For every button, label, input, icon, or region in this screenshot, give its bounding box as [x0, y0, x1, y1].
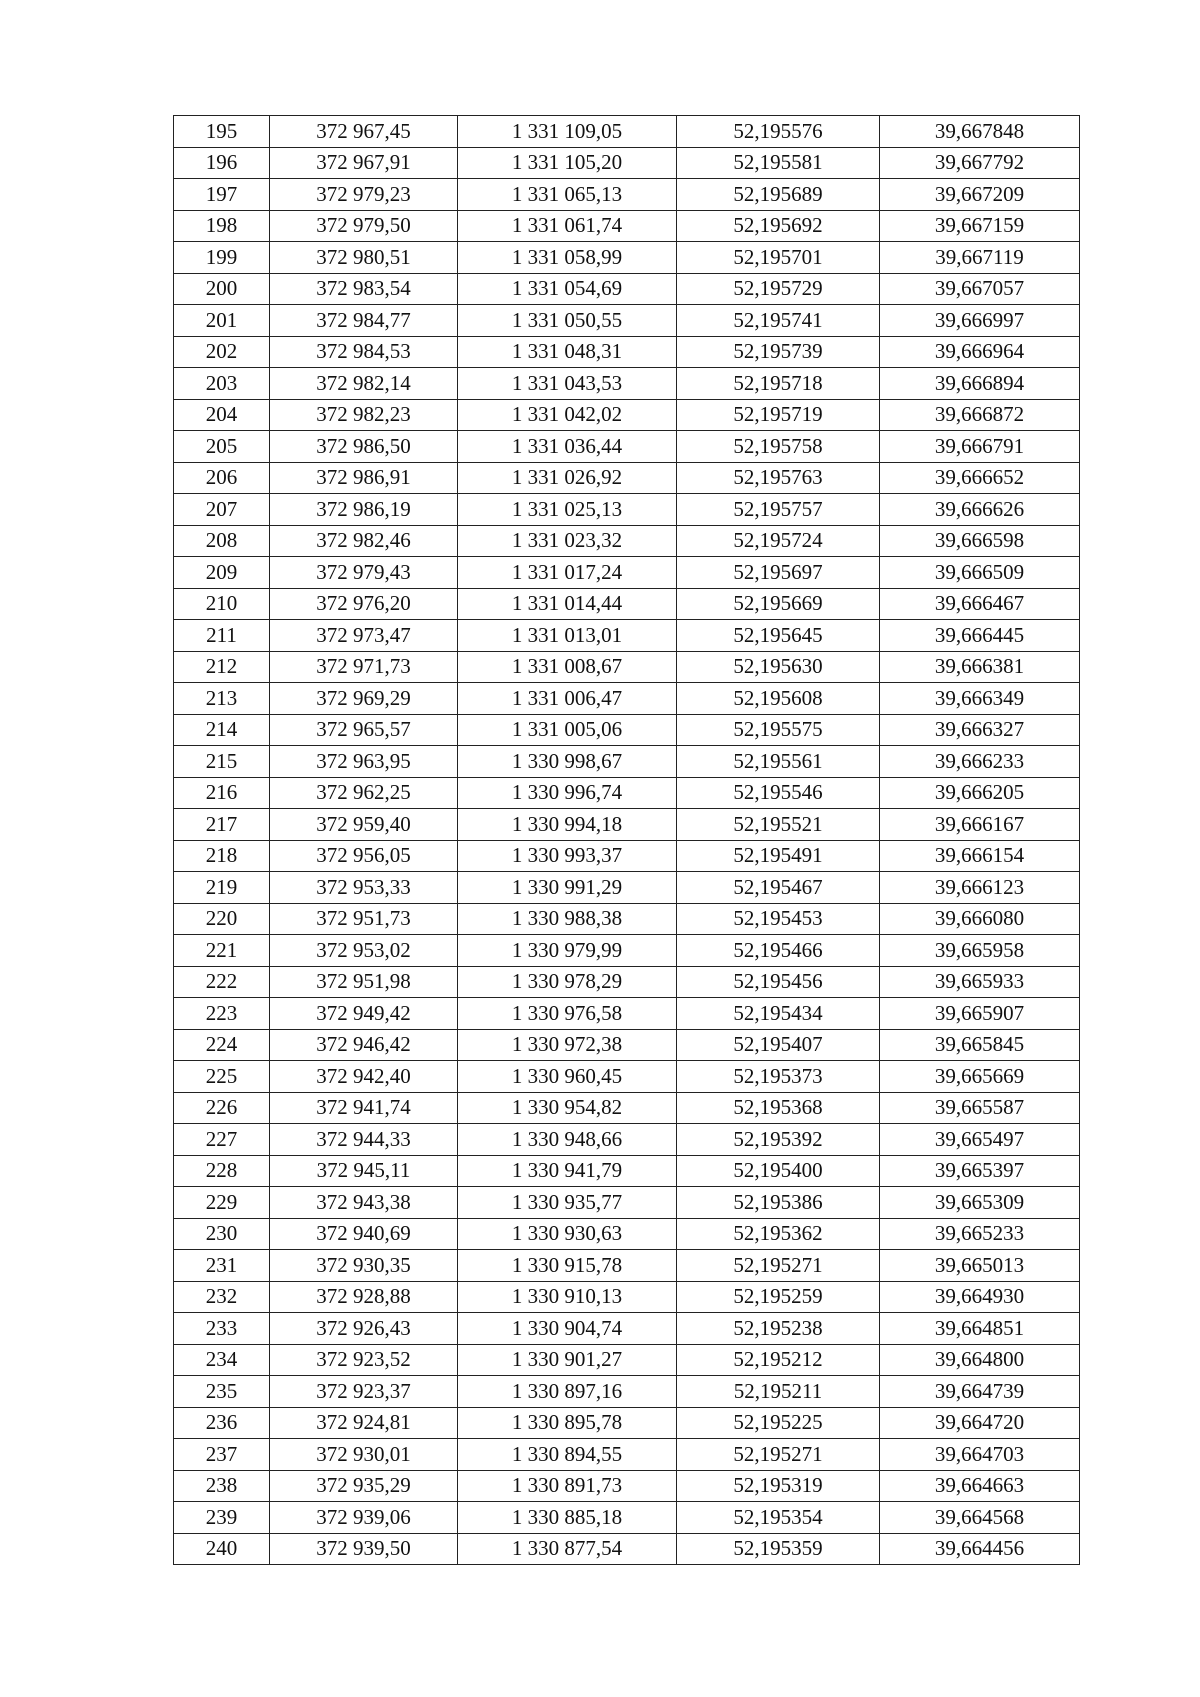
y-coordinate-cell: 1 330 976,58 — [458, 998, 677, 1030]
x-coordinate-cell: 372 944,33 — [270, 1124, 458, 1156]
point-number-cell: 239 — [174, 1502, 270, 1534]
longitude-cell: 39,666467 — [880, 588, 1080, 620]
x-coordinate-cell: 372 928,88 — [270, 1281, 458, 1313]
table-row — [174, 1092, 1080, 1124]
coordinates-table — [173, 115, 1080, 1565]
x-coordinate-cell: 372 959,40 — [270, 809, 458, 841]
y-coordinate-cell: 1 331 043,53 — [458, 368, 677, 400]
latitude-cell: 52,195271 — [677, 1250, 880, 1282]
longitude-cell: 39,665845 — [880, 1029, 1080, 1061]
latitude-cell: 52,195719 — [677, 399, 880, 431]
table-row — [174, 998, 1080, 1030]
y-coordinate-cell: 1 330 885,18 — [458, 1502, 677, 1534]
longitude-cell: 39,666123 — [880, 872, 1080, 904]
latitude-cell: 52,195701 — [677, 242, 880, 274]
y-coordinate-cell: 1 331 026,92 — [458, 462, 677, 494]
x-coordinate-cell: 372 939,50 — [270, 1533, 458, 1565]
x-coordinate-cell: 372 986,50 — [270, 431, 458, 463]
y-coordinate-cell: 1 330 895,78 — [458, 1407, 677, 1439]
table-row — [174, 588, 1080, 620]
y-coordinate-cell: 1 330 894,55 — [458, 1439, 677, 1471]
latitude-cell: 52,195368 — [677, 1092, 880, 1124]
longitude-cell: 39,666381 — [880, 651, 1080, 683]
table-row — [174, 1376, 1080, 1408]
y-coordinate-cell: 1 330 904,74 — [458, 1313, 677, 1345]
table-row — [174, 1029, 1080, 1061]
latitude-cell: 52,195212 — [677, 1344, 880, 1376]
table-row — [174, 1187, 1080, 1219]
x-coordinate-cell: 372 982,14 — [270, 368, 458, 400]
y-coordinate-cell: 1 330 948,66 — [458, 1124, 677, 1156]
longitude-cell: 39,664703 — [880, 1439, 1080, 1471]
point-number-cell: 227 — [174, 1124, 270, 1156]
point-number-cell: 195 — [174, 116, 270, 148]
point-number-cell: 234 — [174, 1344, 270, 1376]
x-coordinate-cell: 372 984,77 — [270, 305, 458, 337]
latitude-cell: 52,195758 — [677, 431, 880, 463]
longitude-cell: 39,664663 — [880, 1470, 1080, 1502]
x-coordinate-cell: 372 969,29 — [270, 683, 458, 715]
y-coordinate-cell: 1 331 050,55 — [458, 305, 677, 337]
point-number-cell: 224 — [174, 1029, 270, 1061]
x-coordinate-cell: 372 923,52 — [270, 1344, 458, 1376]
table-row — [174, 714, 1080, 746]
point-number-cell: 237 — [174, 1439, 270, 1471]
x-coordinate-cell: 372 930,35 — [270, 1250, 458, 1282]
x-coordinate-cell: 372 979,43 — [270, 557, 458, 589]
longitude-cell: 39,666445 — [880, 620, 1080, 652]
y-coordinate-cell: 1 331 058,99 — [458, 242, 677, 274]
longitude-cell: 39,664800 — [880, 1344, 1080, 1376]
point-number-cell: 197 — [174, 179, 270, 211]
latitude-cell: 52,195392 — [677, 1124, 880, 1156]
x-coordinate-cell: 372 967,45 — [270, 116, 458, 148]
point-number-cell: 218 — [174, 840, 270, 872]
table-row — [174, 1439, 1080, 1471]
y-coordinate-cell: 1 330 978,29 — [458, 966, 677, 998]
y-coordinate-cell: 1 330 891,73 — [458, 1470, 677, 1502]
latitude-cell: 52,195354 — [677, 1502, 880, 1534]
latitude-cell: 52,195741 — [677, 305, 880, 337]
point-number-cell: 199 — [174, 242, 270, 274]
point-number-cell: 233 — [174, 1313, 270, 1345]
y-coordinate-cell: 1 331 054,69 — [458, 273, 677, 305]
x-coordinate-cell: 372 941,74 — [270, 1092, 458, 1124]
longitude-cell: 39,665958 — [880, 935, 1080, 967]
y-coordinate-cell: 1 330 991,29 — [458, 872, 677, 904]
point-number-cell: 238 — [174, 1470, 270, 1502]
longitude-cell: 39,667209 — [880, 179, 1080, 211]
x-coordinate-cell: 372 940,69 — [270, 1218, 458, 1250]
latitude-cell: 52,195225 — [677, 1407, 880, 1439]
latitude-cell: 52,195373 — [677, 1061, 880, 1093]
latitude-cell: 52,195669 — [677, 588, 880, 620]
x-coordinate-cell: 372 984,53 — [270, 336, 458, 368]
longitude-cell: 39,665309 — [880, 1187, 1080, 1219]
x-coordinate-cell: 372 973,47 — [270, 620, 458, 652]
longitude-cell: 39,666626 — [880, 494, 1080, 526]
y-coordinate-cell: 1 330 972,38 — [458, 1029, 677, 1061]
longitude-cell: 39,667159 — [880, 210, 1080, 242]
table-row — [174, 116, 1080, 148]
latitude-cell: 52,195729 — [677, 273, 880, 305]
point-number-cell: 225 — [174, 1061, 270, 1093]
x-coordinate-cell: 372 963,95 — [270, 746, 458, 778]
table-row — [174, 1407, 1080, 1439]
table-row — [174, 1313, 1080, 1345]
table-row — [174, 557, 1080, 589]
x-coordinate-cell: 372 942,40 — [270, 1061, 458, 1093]
x-coordinate-cell: 372 943,38 — [270, 1187, 458, 1219]
longitude-cell: 39,664568 — [880, 1502, 1080, 1534]
point-number-cell: 221 — [174, 935, 270, 967]
table-row — [174, 242, 1080, 274]
longitude-cell: 39,666205 — [880, 777, 1080, 809]
latitude-cell: 52,195238 — [677, 1313, 880, 1345]
y-coordinate-cell: 1 331 036,44 — [458, 431, 677, 463]
table-row — [174, 935, 1080, 967]
latitude-cell: 52,195630 — [677, 651, 880, 683]
table-row — [174, 399, 1080, 431]
point-number-cell: 230 — [174, 1218, 270, 1250]
latitude-cell: 52,195434 — [677, 998, 880, 1030]
x-coordinate-cell: 372 930,01 — [270, 1439, 458, 1471]
latitude-cell: 52,195211 — [677, 1376, 880, 1408]
point-number-cell: 196 — [174, 147, 270, 179]
longitude-cell: 39,664739 — [880, 1376, 1080, 1408]
point-number-cell: 198 — [174, 210, 270, 242]
y-coordinate-cell: 1 331 014,44 — [458, 588, 677, 620]
latitude-cell: 52,195763 — [677, 462, 880, 494]
longitude-cell: 39,666652 — [880, 462, 1080, 494]
table-row — [174, 1344, 1080, 1376]
y-coordinate-cell: 1 331 025,13 — [458, 494, 677, 526]
table-row — [174, 746, 1080, 778]
y-coordinate-cell: 1 330 998,67 — [458, 746, 677, 778]
point-number-cell: 203 — [174, 368, 270, 400]
point-number-cell: 206 — [174, 462, 270, 494]
x-coordinate-cell: 372 980,51 — [270, 242, 458, 274]
x-coordinate-cell: 372 979,23 — [270, 179, 458, 211]
x-coordinate-cell: 372 983,54 — [270, 273, 458, 305]
x-coordinate-cell: 372 953,33 — [270, 872, 458, 904]
x-coordinate-cell: 372 949,42 — [270, 998, 458, 1030]
latitude-cell: 52,195521 — [677, 809, 880, 841]
table-row — [174, 179, 1080, 211]
latitude-cell: 52,195386 — [677, 1187, 880, 1219]
table-row — [174, 903, 1080, 935]
table-row — [174, 1470, 1080, 1502]
table-row — [174, 1281, 1080, 1313]
table-row — [174, 966, 1080, 998]
latitude-cell: 52,195259 — [677, 1281, 880, 1313]
latitude-cell: 52,195362 — [677, 1218, 880, 1250]
latitude-cell: 52,195467 — [677, 872, 880, 904]
point-number-cell: 212 — [174, 651, 270, 683]
point-number-cell: 211 — [174, 620, 270, 652]
point-number-cell: 215 — [174, 746, 270, 778]
longitude-cell: 39,665013 — [880, 1250, 1080, 1282]
table-row — [174, 147, 1080, 179]
table-row — [174, 620, 1080, 652]
y-coordinate-cell: 1 331 065,13 — [458, 179, 677, 211]
table-row — [174, 840, 1080, 872]
point-number-cell: 220 — [174, 903, 270, 935]
longitude-cell: 39,666154 — [880, 840, 1080, 872]
y-coordinate-cell: 1 330 877,54 — [458, 1533, 677, 1565]
x-coordinate-cell: 372 982,23 — [270, 399, 458, 431]
latitude-cell: 52,195466 — [677, 935, 880, 967]
table-row — [174, 368, 1080, 400]
table-row — [174, 1124, 1080, 1156]
x-coordinate-cell: 372 924,81 — [270, 1407, 458, 1439]
latitude-cell: 52,195739 — [677, 336, 880, 368]
latitude-cell: 52,195453 — [677, 903, 880, 935]
longitude-cell: 39,665669 — [880, 1061, 1080, 1093]
point-number-cell: 240 — [174, 1533, 270, 1565]
table-row — [174, 1250, 1080, 1282]
y-coordinate-cell: 1 330 960,45 — [458, 1061, 677, 1093]
table-row — [174, 1533, 1080, 1565]
longitude-cell: 39,666327 — [880, 714, 1080, 746]
table-row — [174, 525, 1080, 557]
point-number-cell: 222 — [174, 966, 270, 998]
table-row — [174, 305, 1080, 337]
longitude-cell: 39,666964 — [880, 336, 1080, 368]
latitude-cell: 52,195697 — [677, 557, 880, 589]
latitude-cell: 52,195718 — [677, 368, 880, 400]
point-number-cell: 210 — [174, 588, 270, 620]
y-coordinate-cell: 1 331 017,24 — [458, 557, 677, 589]
longitude-cell: 39,665497 — [880, 1124, 1080, 1156]
x-coordinate-cell: 372 939,06 — [270, 1502, 458, 1534]
longitude-cell: 39,666167 — [880, 809, 1080, 841]
longitude-cell: 39,665933 — [880, 966, 1080, 998]
y-coordinate-cell: 1 331 005,06 — [458, 714, 677, 746]
point-number-cell: 235 — [174, 1376, 270, 1408]
latitude-cell: 52,195575 — [677, 714, 880, 746]
x-coordinate-cell: 372 946,42 — [270, 1029, 458, 1061]
x-coordinate-cell: 372 965,57 — [270, 714, 458, 746]
point-number-cell: 214 — [174, 714, 270, 746]
y-coordinate-cell: 1 330 941,79 — [458, 1155, 677, 1187]
latitude-cell: 52,195692 — [677, 210, 880, 242]
table-row — [174, 1218, 1080, 1250]
latitude-cell: 52,195400 — [677, 1155, 880, 1187]
y-coordinate-cell: 1 330 994,18 — [458, 809, 677, 841]
y-coordinate-cell: 1 330 901,27 — [458, 1344, 677, 1376]
latitude-cell: 52,195359 — [677, 1533, 880, 1565]
point-number-cell: 216 — [174, 777, 270, 809]
point-number-cell: 219 — [174, 872, 270, 904]
y-coordinate-cell: 1 331 105,20 — [458, 147, 677, 179]
longitude-cell: 39,666894 — [880, 368, 1080, 400]
y-coordinate-cell: 1 331 061,74 — [458, 210, 677, 242]
x-coordinate-cell: 372 962,25 — [270, 777, 458, 809]
y-coordinate-cell: 1 331 109,05 — [458, 116, 677, 148]
x-coordinate-cell: 372 976,20 — [270, 588, 458, 620]
point-number-cell: 209 — [174, 557, 270, 589]
latitude-cell: 52,195407 — [677, 1029, 880, 1061]
point-number-cell: 202 — [174, 336, 270, 368]
latitude-cell: 52,195724 — [677, 525, 880, 557]
point-number-cell: 200 — [174, 273, 270, 305]
y-coordinate-cell: 1 330 979,99 — [458, 935, 677, 967]
x-coordinate-cell: 372 923,37 — [270, 1376, 458, 1408]
point-number-cell: 226 — [174, 1092, 270, 1124]
longitude-cell: 39,666509 — [880, 557, 1080, 589]
longitude-cell: 39,665233 — [880, 1218, 1080, 1250]
x-coordinate-cell: 372 935,29 — [270, 1470, 458, 1502]
y-coordinate-cell: 1 330 930,63 — [458, 1218, 677, 1250]
x-coordinate-cell: 372 945,11 — [270, 1155, 458, 1187]
point-number-cell: 232 — [174, 1281, 270, 1313]
latitude-cell: 52,195608 — [677, 683, 880, 715]
longitude-cell: 39,664456 — [880, 1533, 1080, 1565]
longitude-cell: 39,664930 — [880, 1281, 1080, 1313]
table-row — [174, 809, 1080, 841]
x-coordinate-cell: 372 979,50 — [270, 210, 458, 242]
longitude-cell: 39,666997 — [880, 305, 1080, 337]
x-coordinate-cell: 372 926,43 — [270, 1313, 458, 1345]
longitude-cell: 39,666598 — [880, 525, 1080, 557]
x-coordinate-cell: 372 986,19 — [270, 494, 458, 526]
latitude-cell: 52,195581 — [677, 147, 880, 179]
latitude-cell: 52,195319 — [677, 1470, 880, 1502]
table-row — [174, 1061, 1080, 1093]
x-coordinate-cell: 372 971,73 — [270, 651, 458, 683]
y-coordinate-cell: 1 330 954,82 — [458, 1092, 677, 1124]
y-coordinate-cell: 1 331 006,47 — [458, 683, 677, 715]
y-coordinate-cell: 1 330 988,38 — [458, 903, 677, 935]
point-number-cell: 213 — [174, 683, 270, 715]
table-row — [174, 210, 1080, 242]
point-number-cell: 205 — [174, 431, 270, 463]
longitude-cell: 39,667848 — [880, 116, 1080, 148]
y-coordinate-cell: 1 330 915,78 — [458, 1250, 677, 1282]
point-number-cell: 223 — [174, 998, 270, 1030]
y-coordinate-cell: 1 331 042,02 — [458, 399, 677, 431]
y-coordinate-cell: 1 330 897,16 — [458, 1376, 677, 1408]
point-number-cell: 229 — [174, 1187, 270, 1219]
longitude-cell: 39,665397 — [880, 1155, 1080, 1187]
table-row — [174, 494, 1080, 526]
point-number-cell: 228 — [174, 1155, 270, 1187]
latitude-cell: 52,195491 — [677, 840, 880, 872]
longitude-cell: 39,667119 — [880, 242, 1080, 274]
table-row — [174, 462, 1080, 494]
longitude-cell: 39,666080 — [880, 903, 1080, 935]
latitude-cell: 52,195757 — [677, 494, 880, 526]
x-coordinate-cell: 372 982,46 — [270, 525, 458, 557]
longitude-cell: 39,665587 — [880, 1092, 1080, 1124]
latitude-cell: 52,195456 — [677, 966, 880, 998]
point-number-cell: 217 — [174, 809, 270, 841]
longitude-cell: 39,665907 — [880, 998, 1080, 1030]
point-number-cell: 208 — [174, 525, 270, 557]
x-coordinate-cell: 372 951,73 — [270, 903, 458, 935]
table-row — [174, 651, 1080, 683]
longitude-cell: 39,664851 — [880, 1313, 1080, 1345]
point-number-cell: 236 — [174, 1407, 270, 1439]
x-coordinate-cell: 372 956,05 — [270, 840, 458, 872]
y-coordinate-cell: 1 330 996,74 — [458, 777, 677, 809]
latitude-cell: 52,195576 — [677, 116, 880, 148]
y-coordinate-cell: 1 331 008,67 — [458, 651, 677, 683]
longitude-cell: 39,664720 — [880, 1407, 1080, 1439]
table-row — [174, 1502, 1080, 1534]
y-coordinate-cell: 1 330 910,13 — [458, 1281, 677, 1313]
x-coordinate-cell: 372 986,91 — [270, 462, 458, 494]
y-coordinate-cell: 1 331 023,32 — [458, 525, 677, 557]
table-row — [174, 777, 1080, 809]
point-number-cell: 204 — [174, 399, 270, 431]
y-coordinate-cell: 1 330 993,37 — [458, 840, 677, 872]
latitude-cell: 52,195546 — [677, 777, 880, 809]
table-row — [174, 1155, 1080, 1187]
longitude-cell: 39,666233 — [880, 746, 1080, 778]
table-row — [174, 431, 1080, 463]
latitude-cell: 52,195561 — [677, 746, 880, 778]
y-coordinate-cell: 1 331 013,01 — [458, 620, 677, 652]
table-row — [174, 683, 1080, 715]
longitude-cell: 39,666872 — [880, 399, 1080, 431]
point-number-cell: 207 — [174, 494, 270, 526]
point-number-cell: 231 — [174, 1250, 270, 1282]
latitude-cell: 52,195271 — [677, 1439, 880, 1471]
point-number-cell: 201 — [174, 305, 270, 337]
coordinates-table-body — [174, 116, 1080, 1565]
x-coordinate-cell: 372 951,98 — [270, 966, 458, 998]
longitude-cell: 39,667792 — [880, 147, 1080, 179]
x-coordinate-cell: 372 967,91 — [270, 147, 458, 179]
longitude-cell: 39,667057 — [880, 273, 1080, 305]
y-coordinate-cell: 1 331 048,31 — [458, 336, 677, 368]
table-row — [174, 872, 1080, 904]
longitude-cell: 39,666349 — [880, 683, 1080, 715]
latitude-cell: 52,195645 — [677, 620, 880, 652]
table-row — [174, 336, 1080, 368]
latitude-cell: 52,195689 — [677, 179, 880, 211]
longitude-cell: 39,666791 — [880, 431, 1080, 463]
table-row — [174, 273, 1080, 305]
x-coordinate-cell: 372 953,02 — [270, 935, 458, 967]
y-coordinate-cell: 1 330 935,77 — [458, 1187, 677, 1219]
